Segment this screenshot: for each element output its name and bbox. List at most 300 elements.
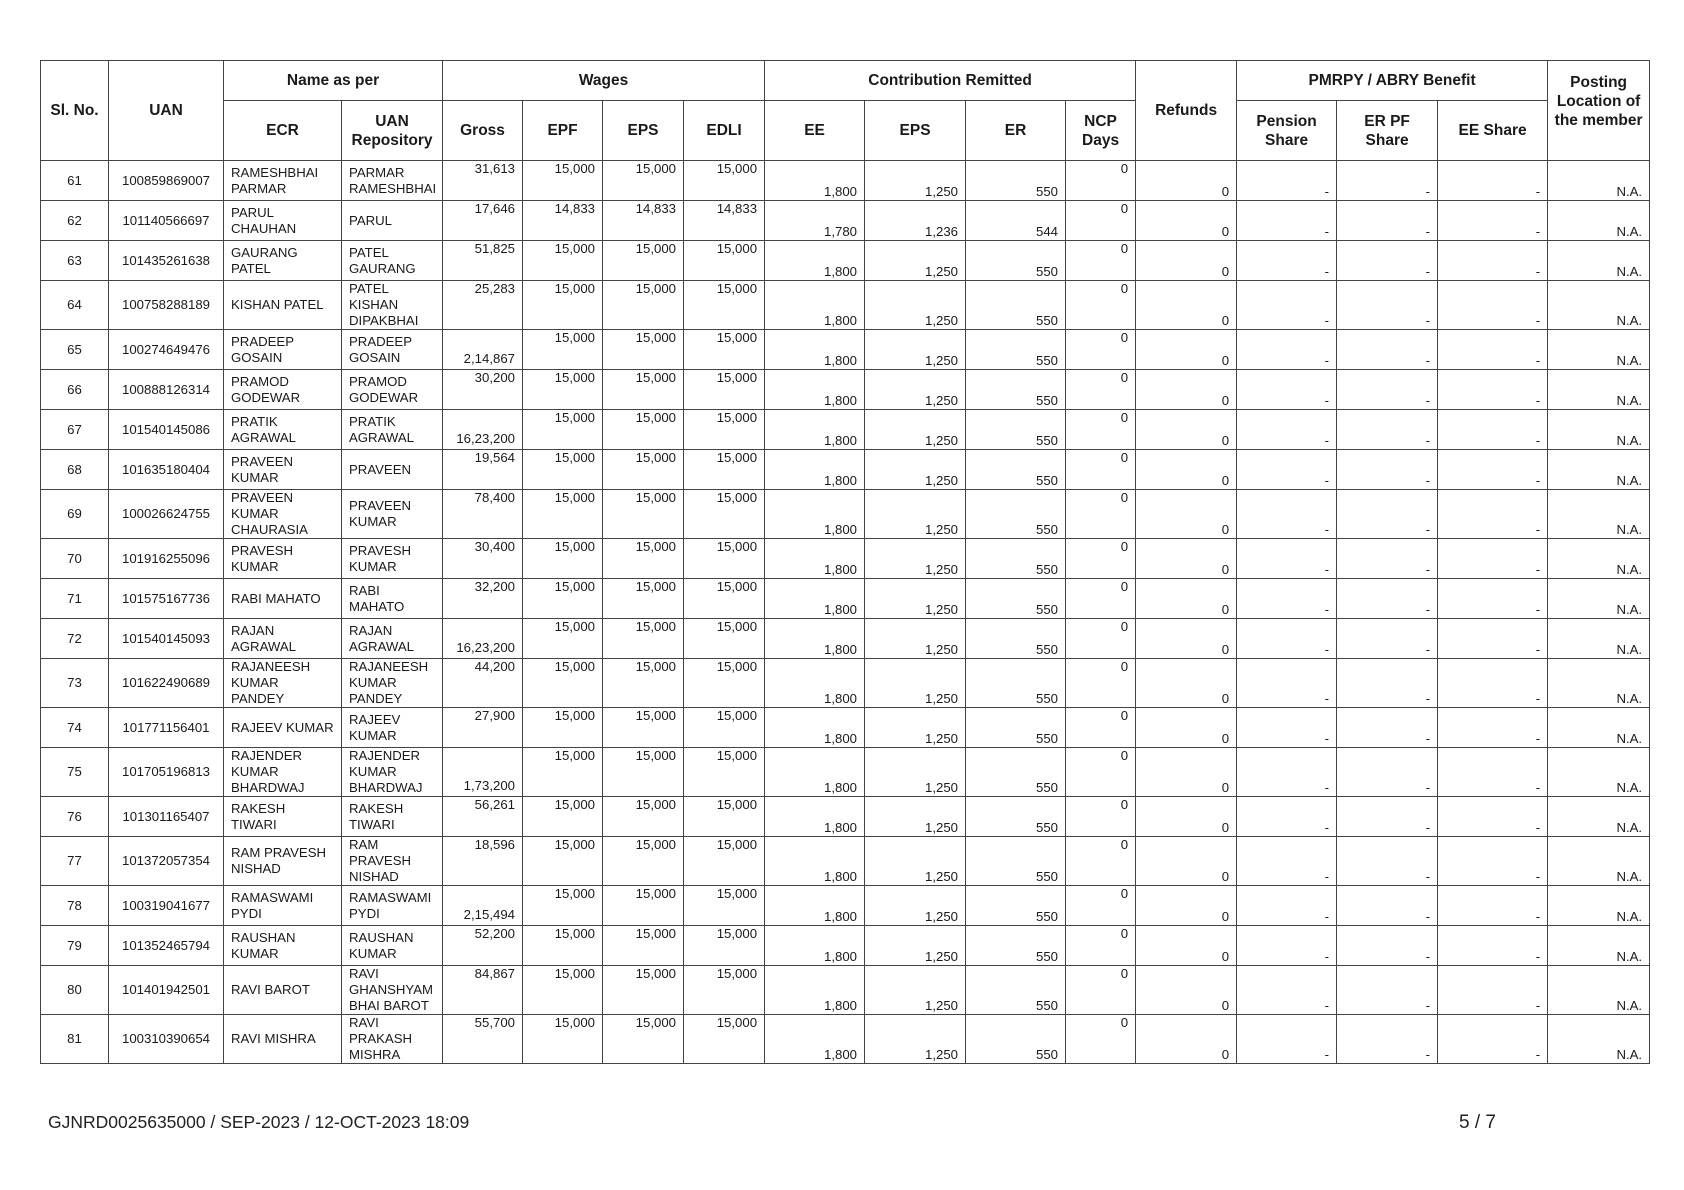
header-refunds: Refunds — [1136, 61, 1237, 161]
row-ncp-days: 0 — [1066, 886, 1136, 926]
row-epf-wages: 15,000 — [523, 450, 603, 490]
row-eps-contribution: 1,250 — [865, 370, 966, 410]
row-uan: 101540145093 — [109, 619, 224, 659]
row-posting-location: N.A. — [1548, 410, 1650, 450]
row-er-pf-share: - — [1337, 748, 1438, 797]
row-uan-repository-name: RABI MAHATO — [342, 579, 443, 619]
header-er-pf-share: ER PF Share — [1337, 101, 1438, 161]
header-ncp-days: NCP Days — [1066, 101, 1136, 161]
row-sl-no: 75 — [41, 748, 109, 797]
row-ee-contribution: 1,800 — [765, 619, 865, 659]
row-pension-share: - — [1237, 281, 1337, 330]
row-edli-wages: 15,000 — [684, 708, 765, 748]
row-eps-wages: 15,000 — [603, 748, 684, 797]
row-ecr-name: RAJAN AGRAWAL — [224, 619, 342, 659]
row-uan: 101140566697 — [109, 201, 224, 241]
row-gross-wages: 52,200 — [443, 926, 523, 966]
row-er-pf-share: - — [1337, 161, 1438, 201]
row-ecr-name: RAVI MISHRA — [224, 1015, 342, 1064]
row-posting-location: N.A. — [1548, 926, 1650, 966]
table-row — [41, 281, 1650, 330]
table-row — [41, 926, 1650, 966]
row-posting-location: N.A. — [1548, 579, 1650, 619]
row-ee-contribution: 1,800 — [765, 886, 865, 926]
row-ncp-days: 0 — [1066, 450, 1136, 490]
row-posting-location: N.A. — [1548, 1015, 1650, 1064]
table-row — [41, 490, 1650, 539]
row-gross-wages: 2,14,867 — [443, 330, 523, 370]
row-er-pf-share: - — [1337, 281, 1438, 330]
row-ecr-name: PARUL CHAUHAN — [224, 201, 342, 241]
row-epf-wages: 15,000 — [523, 708, 603, 748]
row-gross-wages: 44,200 — [443, 659, 523, 708]
row-uan: 101372057354 — [109, 837, 224, 886]
row-sl-no: 72 — [41, 619, 109, 659]
table-row — [41, 330, 1650, 370]
row-er-pf-share: - — [1337, 837, 1438, 886]
row-eps-contribution: 1,250 — [865, 748, 966, 797]
row-er-contribution: 550 — [966, 659, 1066, 708]
row-sl-no: 77 — [41, 837, 109, 886]
row-epf-wages: 15,000 — [523, 370, 603, 410]
row-sl-no: 78 — [41, 886, 109, 926]
row-ncp-days: 0 — [1066, 241, 1136, 281]
row-pension-share: - — [1237, 330, 1337, 370]
row-epf-wages: 15,000 — [523, 241, 603, 281]
row-eps-contribution: 1,250 — [865, 659, 966, 708]
row-uan-repository-name: PRATIK AGRAWAL — [342, 410, 443, 450]
row-er-contribution: 550 — [966, 450, 1066, 490]
row-edli-wages: 15,000 — [684, 579, 765, 619]
row-ecr-name: PRAMOD GODEWAR — [224, 370, 342, 410]
row-ee-contribution: 1,800 — [765, 410, 865, 450]
row-sl-no: 79 — [41, 926, 109, 966]
row-ncp-days: 0 — [1066, 330, 1136, 370]
row-posting-location: N.A. — [1548, 966, 1650, 1015]
row-uan-repository-name: PRAVEEN — [342, 450, 443, 490]
table-row — [41, 886, 1650, 926]
header-ee-share: EE Share — [1438, 101, 1548, 161]
row-gross-wages: 16,23,200 — [443, 619, 523, 659]
row-ecr-name: RAJANEESH KUMAR PANDEY — [224, 659, 342, 708]
row-er-contribution: 550 — [966, 966, 1066, 1015]
row-er-contribution: 550 — [966, 579, 1066, 619]
row-refunds: 0 — [1136, 410, 1237, 450]
row-ncp-days: 0 — [1066, 579, 1136, 619]
row-uan-repository-name: PATEL GAURANG — [342, 241, 443, 281]
row-refunds: 0 — [1136, 330, 1237, 370]
row-epf-wages: 15,000 — [523, 659, 603, 708]
row-posting-location: N.A. — [1548, 539, 1650, 579]
row-ee-share: - — [1438, 1015, 1548, 1064]
row-er-pf-share: - — [1337, 539, 1438, 579]
row-er-pf-share: - — [1337, 708, 1438, 748]
table-header — [41, 61, 1650, 161]
row-edli-wages: 15,000 — [684, 966, 765, 1015]
row-ee-contribution: 1,800 — [765, 837, 865, 886]
row-sl-no: 74 — [41, 708, 109, 748]
row-gross-wages: 78,400 — [443, 490, 523, 539]
row-ee-share: - — [1438, 797, 1548, 837]
row-posting-location: N.A. — [1548, 241, 1650, 281]
row-er-pf-share: - — [1337, 410, 1438, 450]
table-row — [41, 241, 1650, 281]
row-pension-share: - — [1237, 161, 1337, 201]
row-uan-repository-name: RAM PRAVESH NISHAD — [342, 837, 443, 886]
row-ecr-name: RAUSHAN KUMAR — [224, 926, 342, 966]
row-eps-contribution: 1,250 — [865, 539, 966, 579]
row-edli-wages: 15,000 — [684, 450, 765, 490]
row-refunds: 0 — [1136, 837, 1237, 886]
row-eps-contribution: 1,250 — [865, 797, 966, 837]
row-eps-wages: 15,000 — [603, 708, 684, 748]
row-edli-wages: 14,833 — [684, 201, 765, 241]
row-posting-location: N.A. — [1548, 161, 1650, 201]
row-uan: 101705196813 — [109, 748, 224, 797]
row-er-contribution: 550 — [966, 837, 1066, 886]
row-ee-share: - — [1438, 450, 1548, 490]
row-er-contribution: 550 — [966, 410, 1066, 450]
row-er-pf-share: - — [1337, 579, 1438, 619]
row-pension-share: - — [1237, 926, 1337, 966]
row-eps-contribution: 1,250 — [865, 241, 966, 281]
row-ee-share: - — [1438, 281, 1548, 330]
row-eps-contribution: 1,250 — [865, 926, 966, 966]
row-gross-wages: 30,200 — [443, 370, 523, 410]
row-pension-share: - — [1237, 797, 1337, 837]
row-ncp-days: 0 — [1066, 490, 1136, 539]
row-eps-wages: 15,000 — [603, 490, 684, 539]
row-uan: 100026624755 — [109, 490, 224, 539]
header-wages: Wages — [443, 61, 765, 101]
row-sl-no: 68 — [41, 450, 109, 490]
row-epf-wages: 15,000 — [523, 797, 603, 837]
row-uan-repository-name: PRAVESH KUMAR — [342, 539, 443, 579]
row-sl-no: 70 — [41, 539, 109, 579]
row-er-pf-share: - — [1337, 659, 1438, 708]
row-er-contribution: 550 — [966, 708, 1066, 748]
row-gross-wages: 51,825 — [443, 241, 523, 281]
row-eps-wages: 15,000 — [603, 281, 684, 330]
row-ncp-days: 0 — [1066, 201, 1136, 241]
row-gross-wages: 18,596 — [443, 837, 523, 886]
row-pension-share: - — [1237, 837, 1337, 886]
row-uan-repository-name: RAJEEV KUMAR — [342, 708, 443, 748]
row-edli-wages: 15,000 — [684, 330, 765, 370]
row-eps-wages: 15,000 — [603, 370, 684, 410]
header-er: ER — [966, 101, 1066, 161]
table-row — [41, 619, 1650, 659]
header-pension-share: Pension Share — [1237, 101, 1337, 161]
row-eps-wages: 15,000 — [603, 797, 684, 837]
table-row — [41, 370, 1650, 410]
row-posting-location: N.A. — [1548, 370, 1650, 410]
row-ee-share: - — [1438, 748, 1548, 797]
row-edli-wages: 15,000 — [684, 539, 765, 579]
row-gross-wages: 30,400 — [443, 539, 523, 579]
row-ee-share: - — [1438, 539, 1548, 579]
row-ecr-name: RAVI BAROT — [224, 966, 342, 1015]
row-epf-wages: 15,000 — [523, 926, 603, 966]
row-ecr-name: RAM PRAVESH NISHAD — [224, 837, 342, 886]
row-er-pf-share: - — [1337, 619, 1438, 659]
row-ee-share: - — [1438, 241, 1548, 281]
row-sl-no: 73 — [41, 659, 109, 708]
row-eps-wages: 15,000 — [603, 410, 684, 450]
row-ee-contribution: 1,800 — [765, 748, 865, 797]
row-refunds: 0 — [1136, 161, 1237, 201]
row-epf-wages: 15,000 — [523, 410, 603, 450]
row-sl-no: 71 — [41, 579, 109, 619]
row-sl-no: 69 — [41, 490, 109, 539]
row-refunds: 0 — [1136, 201, 1237, 241]
header-posting-location: Posting Location of the member — [1548, 61, 1650, 161]
row-refunds: 0 — [1136, 490, 1237, 539]
row-uan: 101771156401 — [109, 708, 224, 748]
header-ecr: ECR — [224, 101, 342, 161]
row-gross-wages: 17,646 — [443, 201, 523, 241]
row-epf-wages: 15,000 — [523, 886, 603, 926]
row-ecr-name: RAKESH TIWARI — [224, 797, 342, 837]
row-pension-share: - — [1237, 659, 1337, 708]
row-sl-no: 61 — [41, 161, 109, 201]
row-ncp-days: 0 — [1066, 837, 1136, 886]
row-eps-wages: 15,000 — [603, 619, 684, 659]
row-eps-wages: 15,000 — [603, 1015, 684, 1064]
row-ee-contribution: 1,800 — [765, 490, 865, 539]
header-pmrpy-abry: PMRPY / ABRY Benefit — [1237, 61, 1548, 101]
row-ee-share: - — [1438, 410, 1548, 450]
row-ecr-name: KISHAN PATEL — [224, 281, 342, 330]
row-refunds: 0 — [1136, 539, 1237, 579]
row-refunds: 0 — [1136, 1015, 1237, 1064]
row-eps-contribution: 1,250 — [865, 410, 966, 450]
row-ee-share: - — [1438, 659, 1548, 708]
row-er-contribution: 550 — [966, 539, 1066, 579]
row-eps-contribution: 1,250 — [865, 619, 966, 659]
row-gross-wages: 31,613 — [443, 161, 523, 201]
table-row — [41, 1015, 1650, 1064]
row-ee-contribution: 1,800 — [765, 161, 865, 201]
row-ee-contribution: 1,800 — [765, 539, 865, 579]
row-uan: 101575167736 — [109, 579, 224, 619]
row-ee-contribution: 1,800 — [765, 241, 865, 281]
row-er-pf-share: - — [1337, 966, 1438, 1015]
row-refunds: 0 — [1136, 241, 1237, 281]
row-ee-share: - — [1438, 330, 1548, 370]
row-refunds: 0 — [1136, 619, 1237, 659]
row-ecr-name: PRADEEP GOSAIN — [224, 330, 342, 370]
table-row — [41, 161, 1650, 201]
header-sl-no: Sl. No. — [41, 61, 109, 161]
row-posting-location: N.A. — [1548, 837, 1650, 886]
row-ee-contribution: 1,800 — [765, 1015, 865, 1064]
row-er-contribution: 550 — [966, 619, 1066, 659]
row-ncp-days: 0 — [1066, 1015, 1136, 1064]
row-ecr-name: RABI MAHATO — [224, 579, 342, 619]
row-uan: 101540145086 — [109, 410, 224, 450]
table-row — [41, 837, 1650, 886]
row-sl-no: 63 — [41, 241, 109, 281]
row-eps-wages: 15,000 — [603, 450, 684, 490]
header-uan: UAN — [109, 61, 224, 161]
row-ee-share: - — [1438, 619, 1548, 659]
row-eps-contribution: 1,250 — [865, 330, 966, 370]
row-ncp-days: 0 — [1066, 619, 1136, 659]
header-uan-repository: UAN Repository — [342, 101, 443, 161]
row-gross-wages: 56,261 — [443, 797, 523, 837]
row-uan: 100319041677 — [109, 886, 224, 926]
row-ee-contribution: 1,780 — [765, 201, 865, 241]
row-gross-wages: 55,700 — [443, 1015, 523, 1064]
row-uan: 100310390654 — [109, 1015, 224, 1064]
row-gross-wages: 84,867 — [443, 966, 523, 1015]
row-er-contribution: 550 — [966, 370, 1066, 410]
document-reference: GJNRD0025635000 / SEP-2023 / 12-OCT-2023 18:09 — [48, 1112, 470, 1132]
row-er-pf-share: - — [1337, 330, 1438, 370]
row-refunds: 0 — [1136, 748, 1237, 797]
row-sl-no: 80 — [41, 966, 109, 1015]
row-pension-share: - — [1237, 201, 1337, 241]
row-uan: 100859869007 — [109, 161, 224, 201]
row-uan: 100888126314 — [109, 370, 224, 410]
row-ecr-name: RAMASWAMI PYDI — [224, 886, 342, 926]
header-epf: EPF — [523, 101, 603, 161]
row-pension-share: - — [1237, 370, 1337, 410]
row-gross-wages: 2,15,494 — [443, 886, 523, 926]
table-row — [41, 708, 1650, 748]
row-ecr-name: RAJENDER KUMAR BHARDWAJ — [224, 748, 342, 797]
row-edli-wages: 15,000 — [684, 241, 765, 281]
row-uan-repository-name: RAJAN AGRAWAL — [342, 619, 443, 659]
row-epf-wages: 15,000 — [523, 837, 603, 886]
header-ee: EE — [765, 101, 865, 161]
row-er-pf-share: - — [1337, 201, 1438, 241]
row-ee-contribution: 1,800 — [765, 966, 865, 1015]
row-ncp-days: 0 — [1066, 797, 1136, 837]
row-ee-share: - — [1438, 161, 1548, 201]
header-eps: EPS — [603, 101, 684, 161]
row-epf-wages: 15,000 — [523, 161, 603, 201]
row-epf-wages: 15,000 — [523, 539, 603, 579]
row-eps-contribution: 1,250 — [865, 161, 966, 201]
row-er-pf-share: - — [1337, 370, 1438, 410]
row-ecr-name: RAJEEV KUMAR — [224, 708, 342, 748]
row-gross-wages: 32,200 — [443, 579, 523, 619]
row-ee-contribution: 1,800 — [765, 797, 865, 837]
row-pension-share: - — [1237, 579, 1337, 619]
row-er-pf-share: - — [1337, 450, 1438, 490]
row-epf-wages: 15,000 — [523, 281, 603, 330]
row-uan: 100758288189 — [109, 281, 224, 330]
row-refunds: 0 — [1136, 450, 1237, 490]
row-eps-contribution: 1,250 — [865, 579, 966, 619]
row-uan: 101916255096 — [109, 539, 224, 579]
row-er-contribution: 550 — [966, 886, 1066, 926]
row-ee-contribution: 1,800 — [765, 450, 865, 490]
row-ecr-name: PRAVESH KUMAR — [224, 539, 342, 579]
row-edli-wages: 15,000 — [684, 490, 765, 539]
row-ee-contribution: 1,800 — [765, 281, 865, 330]
row-epf-wages: 15,000 — [523, 619, 603, 659]
row-edli-wages: 15,000 — [684, 886, 765, 926]
row-uan-repository-name: PRAMOD GODEWAR — [342, 370, 443, 410]
row-ee-contribution: 1,800 — [765, 659, 865, 708]
row-epf-wages: 15,000 — [523, 966, 603, 1015]
row-gross-wages: 25,283 — [443, 281, 523, 330]
row-ee-share: - — [1438, 886, 1548, 926]
row-posting-location: N.A. — [1548, 330, 1650, 370]
row-uan-repository-name: PRADEEP GOSAIN — [342, 330, 443, 370]
row-ncp-days: 0 — [1066, 966, 1136, 1015]
table-row — [41, 748, 1650, 797]
row-eps-contribution: 1,250 — [865, 490, 966, 539]
row-uan: 101435261638 — [109, 241, 224, 281]
row-sl-no: 62 — [41, 201, 109, 241]
row-pension-share: - — [1237, 708, 1337, 748]
row-ncp-days: 0 — [1066, 926, 1136, 966]
row-ncp-days: 0 — [1066, 370, 1136, 410]
table-row — [41, 410, 1650, 450]
row-uan-repository-name: RAVI GHANSHYAM BHAI BAROT — [342, 966, 443, 1015]
row-eps-wages: 15,000 — [603, 161, 684, 201]
row-pension-share: - — [1237, 1015, 1337, 1064]
row-eps-contribution: 1,236 — [865, 201, 966, 241]
row-er-contribution: 550 — [966, 797, 1066, 837]
row-sl-no: 64 — [41, 281, 109, 330]
row-refunds: 0 — [1136, 886, 1237, 926]
row-ncp-days: 0 — [1066, 748, 1136, 797]
header-name-as-per: Name as per — [224, 61, 443, 101]
row-uan-repository-name: RAKESH TIWARI — [342, 797, 443, 837]
row-uan-repository-name: PARUL — [342, 201, 443, 241]
row-eps-wages: 15,000 — [603, 926, 684, 966]
row-uan: 101635180404 — [109, 450, 224, 490]
table-row — [41, 579, 1650, 619]
row-ncp-days: 0 — [1066, 161, 1136, 201]
row-posting-location: N.A. — [1548, 748, 1650, 797]
row-ncp-days: 0 — [1066, 708, 1136, 748]
row-er-pf-share: - — [1337, 490, 1438, 539]
header-eps-contribution: EPS — [865, 101, 966, 161]
row-pension-share: - — [1237, 241, 1337, 281]
row-epf-wages: 15,000 — [523, 748, 603, 797]
row-pension-share: - — [1237, 450, 1337, 490]
row-uan-repository-name: RAMASWAMI PYDI — [342, 886, 443, 926]
row-ee-share: - — [1438, 579, 1548, 619]
row-eps-contribution: 1,250 — [865, 708, 966, 748]
row-uan: 101622490689 — [109, 659, 224, 708]
table-row — [41, 659, 1650, 708]
row-er-pf-share: - — [1337, 241, 1438, 281]
row-edli-wages: 15,000 — [684, 926, 765, 966]
row-epf-wages: 15,000 — [523, 1015, 603, 1064]
row-refunds: 0 — [1136, 659, 1237, 708]
row-eps-contribution: 1,250 — [865, 966, 966, 1015]
row-ncp-days: 0 — [1066, 281, 1136, 330]
row-posting-location: N.A. — [1548, 797, 1650, 837]
row-eps-wages: 15,000 — [603, 579, 684, 619]
row-eps-wages: 15,000 — [603, 539, 684, 579]
table-body — [41, 161, 1650, 1064]
row-eps-contribution: 1,250 — [865, 450, 966, 490]
row-er-pf-share: - — [1337, 926, 1438, 966]
row-eps-contribution: 1,250 — [865, 837, 966, 886]
row-ee-contribution: 1,800 — [765, 330, 865, 370]
table-row — [41, 201, 1650, 241]
row-eps-contribution: 1,250 — [865, 281, 966, 330]
row-ee-share: - — [1438, 490, 1548, 539]
